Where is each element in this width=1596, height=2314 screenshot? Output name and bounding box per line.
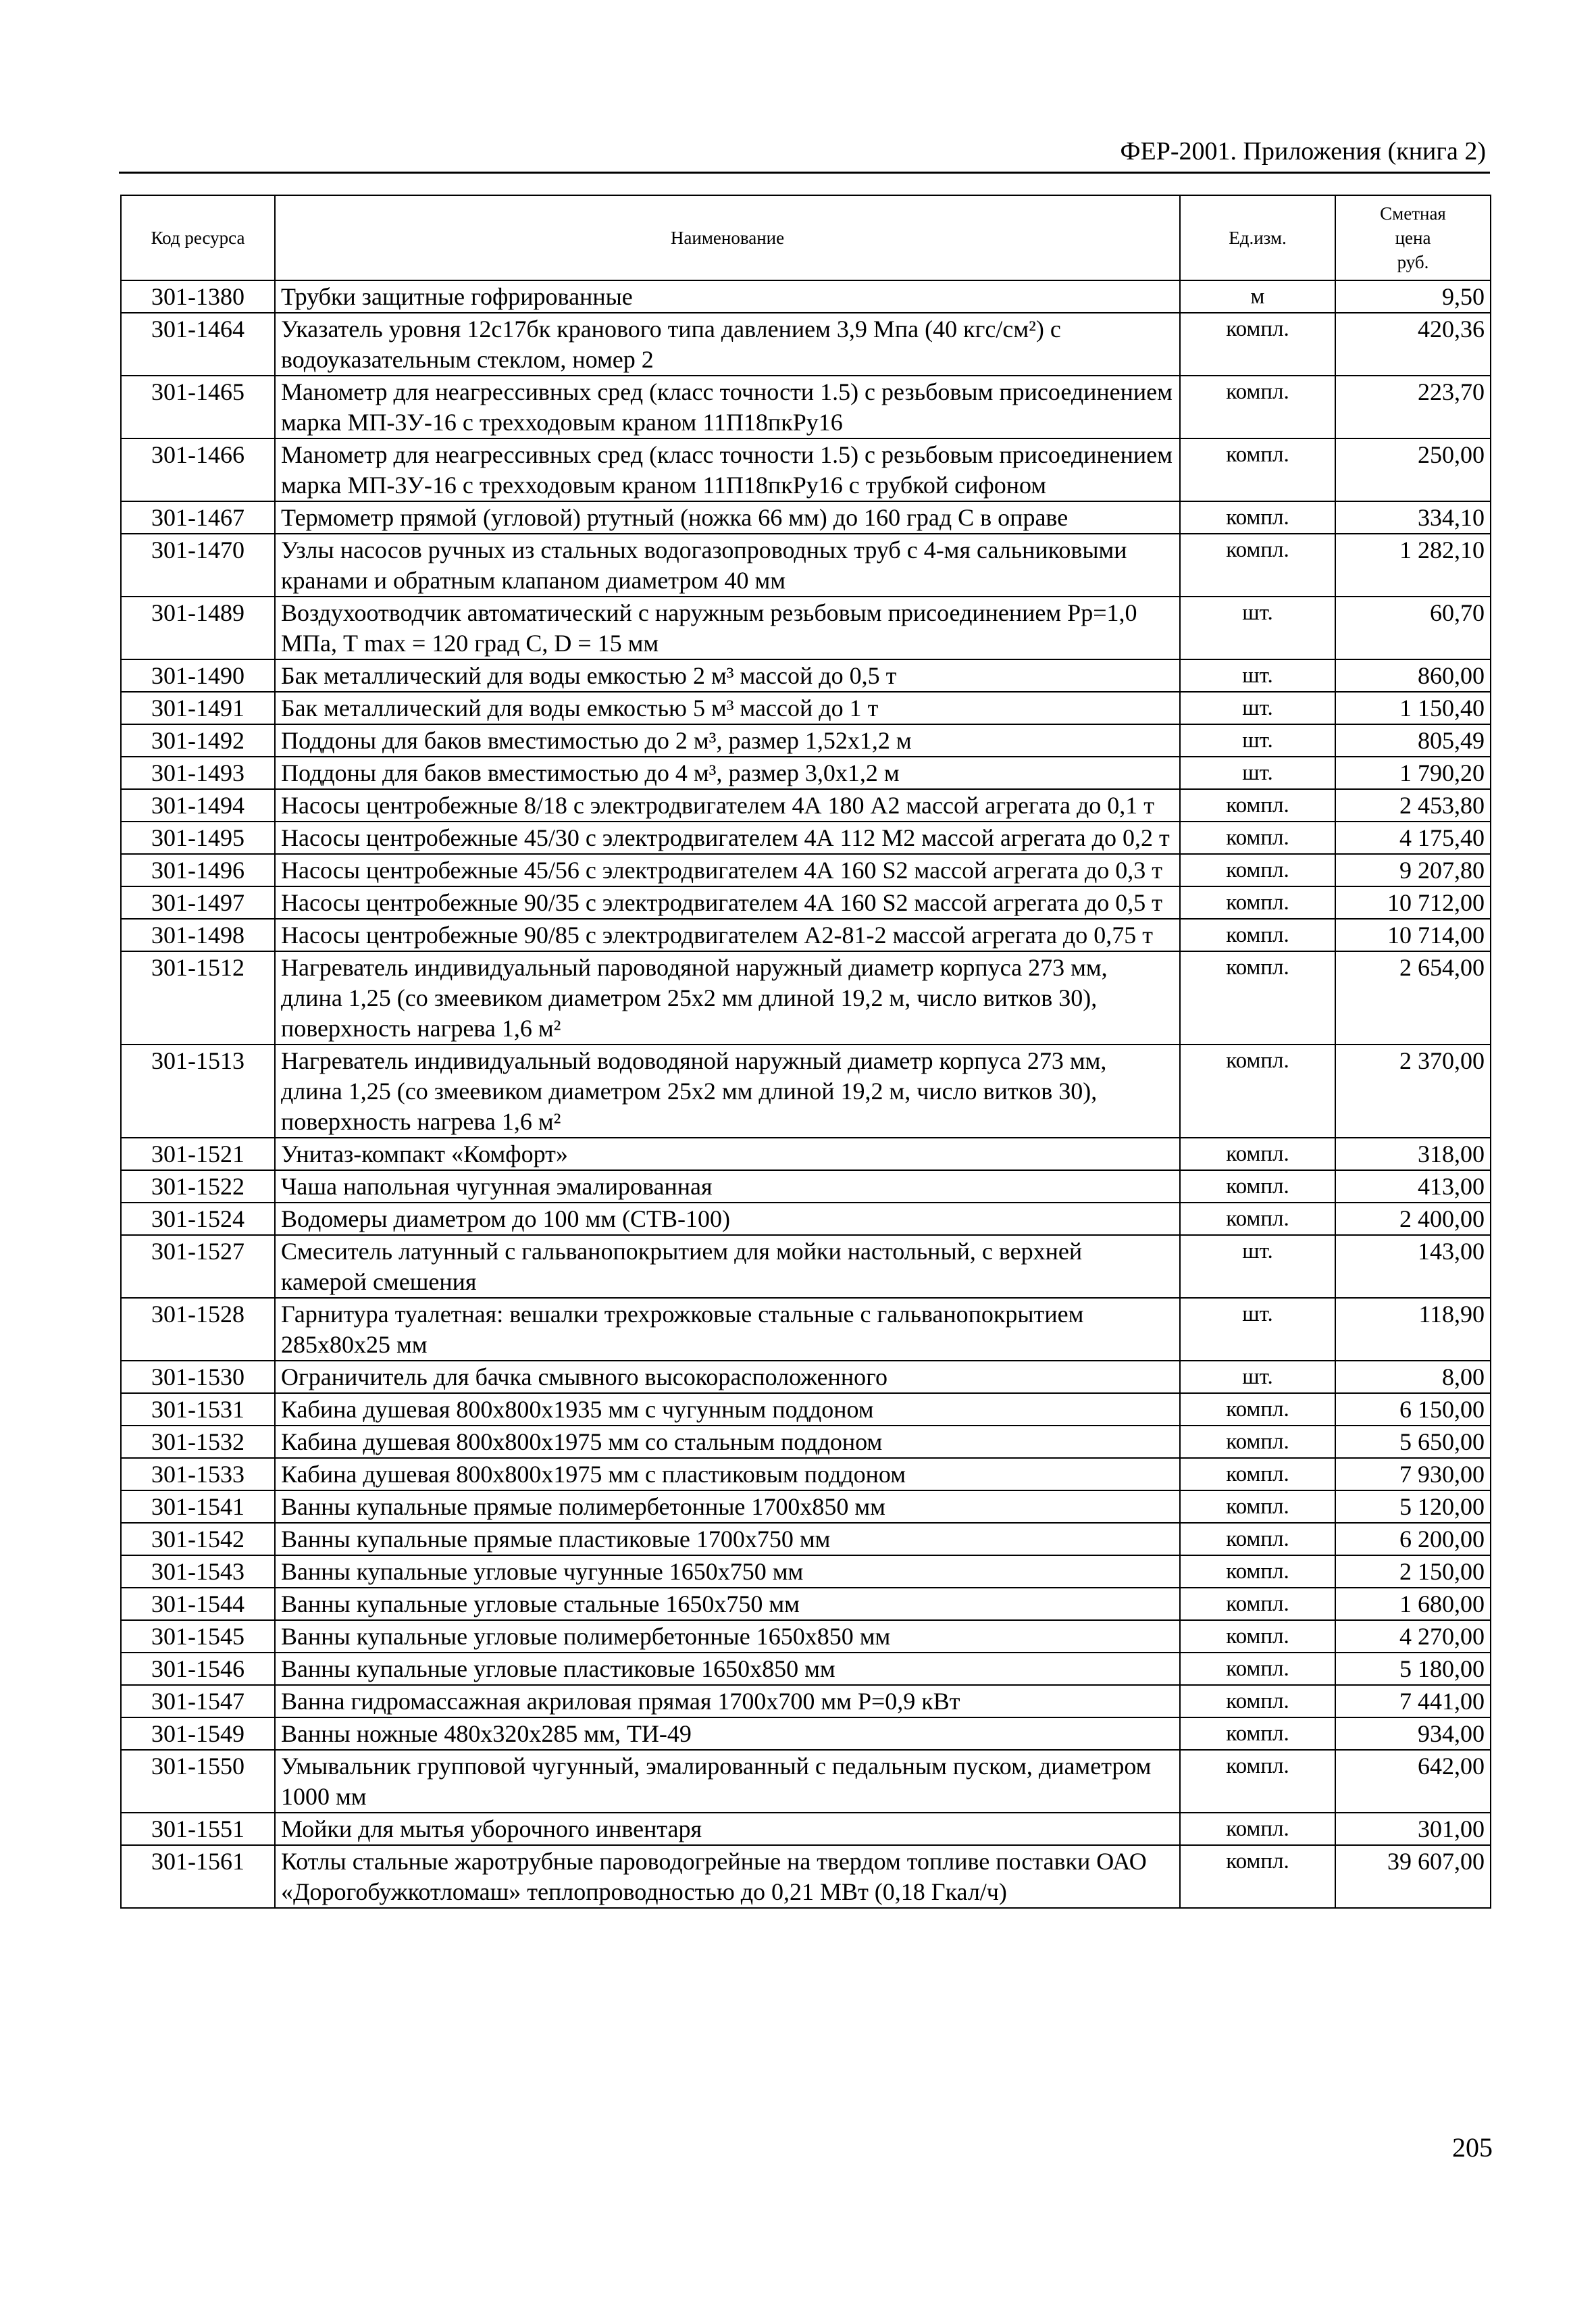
- unit-of-measure: компл.: [1180, 501, 1335, 534]
- resource-code: 301-1549: [121, 1717, 275, 1750]
- estimated-price: 2 654,00: [1335, 951, 1491, 1045]
- resource-code: 301-1547: [121, 1685, 275, 1717]
- estimated-price: 1 282,10: [1335, 534, 1491, 597]
- estimated-price: 805,49: [1335, 724, 1491, 757]
- table-row: [121, 1653, 1491, 1685]
- unit-of-measure: компл.: [1180, 1458, 1335, 1490]
- resource-name: Унитаз-компакт «Комфорт»: [275, 1138, 1180, 1170]
- unit-of-measure: компл.: [1180, 1490, 1335, 1523]
- resource-code: 301-1467: [121, 501, 275, 534]
- estimated-price: 7 441,00: [1335, 1685, 1491, 1717]
- unit-of-measure: компл.: [1180, 789, 1335, 822]
- unit-of-measure: компл.: [1180, 1523, 1335, 1555]
- estimated-price: 5 180,00: [1335, 1653, 1491, 1685]
- unit-of-measure: компл.: [1180, 854, 1335, 886]
- resource-name: Ванны купальные прямые пластиковые 1700x750 мм: [275, 1523, 1180, 1555]
- estimated-price: 4 270,00: [1335, 1620, 1491, 1653]
- col-header-name: Наименование: [275, 195, 1180, 280]
- table-row: [121, 1170, 1491, 1203]
- resource-name: Нагреватель индивидуальный водоводяной наружный диаметр корпуса 273 мм, длина 1,25 (со змеевиком диаметром 25x2 мм длиной 19,2 м, число витков 30), поверхность нагрева 1,6 м²: [275, 1045, 1180, 1138]
- unit-of-measure: компл.: [1180, 1845, 1335, 1908]
- estimated-price: 9 207,80: [1335, 854, 1491, 886]
- resource-code: 301-1530: [121, 1361, 275, 1393]
- unit-of-measure: шт.: [1180, 597, 1335, 659]
- table-row: [121, 534, 1491, 597]
- table-row: [121, 280, 1491, 313]
- table-row: [121, 1717, 1491, 1750]
- resource-code: 301-1495: [121, 822, 275, 854]
- resource-name: Термометр прямой (угловой) ртутный (ножка 66 мм) до 160 град С в оправе: [275, 501, 1180, 534]
- resource-name: Манометр для неагрессивных сред (класс точности 1.5) с резьбовым присоединением марка МП-3У-16 с трехходовым краном 11П18пкРу16: [275, 376, 1180, 438]
- resource-name: Кабина душевая 800x800x1975 мм со стальным поддоном: [275, 1426, 1180, 1458]
- estimated-price: 1 150,40: [1335, 692, 1491, 724]
- estimated-price: 223,70: [1335, 376, 1491, 438]
- estimated-price: 7 930,00: [1335, 1458, 1491, 1490]
- resource-name: Насосы центробежные 45/56 с электродвигателем 4А 160 S2 массой агрегата до 0,3 т: [275, 854, 1180, 886]
- unit-of-measure: шт.: [1180, 1361, 1335, 1393]
- col-header-price-line2: цена: [1395, 228, 1431, 248]
- resource-name: Ванны купальные угловые пластиковые 1650x850 мм: [275, 1653, 1180, 1685]
- unit-of-measure: компл.: [1180, 1045, 1335, 1138]
- table-row: [121, 1361, 1491, 1393]
- estimated-price: 39 607,00: [1335, 1845, 1491, 1908]
- estimated-price: 143,00: [1335, 1235, 1491, 1298]
- table-row: [121, 724, 1491, 757]
- col-header-price-line1: Сметная: [1380, 203, 1446, 224]
- unit-of-measure: компл.: [1180, 1750, 1335, 1813]
- page-number: 205: [1452, 2132, 1493, 2163]
- col-header-price-line3: руб.: [1397, 252, 1429, 272]
- table-body: [121, 280, 1491, 1908]
- unit-of-measure: компл.: [1180, 1393, 1335, 1426]
- resource-code: 301-1465: [121, 376, 275, 438]
- table-row: [121, 1523, 1491, 1555]
- resource-code: 301-1550: [121, 1750, 275, 1813]
- resource-code: 301-1521: [121, 1138, 275, 1170]
- unit-of-measure: компл.: [1180, 822, 1335, 854]
- table-row: [121, 313, 1491, 376]
- resource-name: Ограничитель для бачка смывного высокорасположенного: [275, 1361, 1180, 1393]
- table-row: [121, 951, 1491, 1045]
- running-title: ФЕР-2001. Приложения (книга 2): [1120, 137, 1486, 166]
- resource-code: 301-1513: [121, 1045, 275, 1138]
- unit-of-measure: компл.: [1180, 1426, 1335, 1458]
- estimated-price: 5 120,00: [1335, 1490, 1491, 1523]
- resource-code: 301-1546: [121, 1653, 275, 1685]
- estimated-price: 6 150,00: [1335, 1393, 1491, 1426]
- estimated-price: 1 680,00: [1335, 1588, 1491, 1620]
- resource-code: 301-1490: [121, 659, 275, 692]
- estimated-price: 934,00: [1335, 1717, 1491, 1750]
- unit-of-measure: шт.: [1180, 692, 1335, 724]
- unit-of-measure: компл.: [1180, 1653, 1335, 1685]
- table-row: [121, 1750, 1491, 1813]
- unit-of-measure: компл.: [1180, 313, 1335, 376]
- table-row: [121, 438, 1491, 501]
- estimated-price: 301,00: [1335, 1813, 1491, 1845]
- resource-name: Кабина душевая 800x800x1935 мм с чугунным поддоном: [275, 1393, 1180, 1426]
- resource-name: Воздухоотводчик автоматический с наружным резьбовым присоединением Рр=1,0 МПа, Т max = 120 град С, D = 15 мм: [275, 597, 1180, 659]
- resource-code: 301-1464: [121, 313, 275, 376]
- resource-name: Насосы центробежные 8/18 с электродвигателем 4А 180 А2 массой агрегата до 0,1 т: [275, 789, 1180, 822]
- resource-code: 301-1491: [121, 692, 275, 724]
- resource-name: Ванны купальные угловые чугунные 1650x750 мм: [275, 1555, 1180, 1588]
- resource-name: Ванны купальные угловые стальные 1650x750 мм: [275, 1588, 1180, 1620]
- table-row: [121, 1620, 1491, 1653]
- resource-code: 301-1466: [121, 438, 275, 501]
- unit-of-measure: компл.: [1180, 919, 1335, 951]
- resource-code: 301-1527: [121, 1235, 275, 1298]
- col-header-unit: Ед.изм.: [1180, 195, 1335, 280]
- table-row: [121, 1490, 1491, 1523]
- estimated-price: 118,90: [1335, 1298, 1491, 1361]
- estimated-price: 60,70: [1335, 597, 1491, 659]
- resource-name: Гарнитура туалетная: вешалки трехрожковые стальные с гальванопокрытием 285x80x25 мм: [275, 1298, 1180, 1361]
- estimated-price: 4 175,40: [1335, 822, 1491, 854]
- table-row: [121, 501, 1491, 534]
- resource-name: Смеситель латунный с гальванопокрытием для мойки настольный, с верхней камерой смешения: [275, 1235, 1180, 1298]
- table-row: [121, 1138, 1491, 1170]
- table-row: [121, 757, 1491, 789]
- resource-name: Поддоны для баков вместимостью до 2 м³, размер 1,52x1,2 м: [275, 724, 1180, 757]
- resource-price-table: [120, 195, 1491, 1909]
- resource-code: 301-1544: [121, 1588, 275, 1620]
- resource-code: 301-1489: [121, 597, 275, 659]
- resource-name: Манометр для неагрессивных сред (класс точности 1.5) с резьбовым присоединением марка МП-3У-16 с трехходовым краном 11П18пкРу16 с трубкой сифоном: [275, 438, 1180, 501]
- resource-code: 301-1543: [121, 1555, 275, 1588]
- unit-of-measure: шт.: [1180, 1298, 1335, 1361]
- resource-code: 301-1470: [121, 534, 275, 597]
- resource-code: 301-1496: [121, 854, 275, 886]
- resource-code: 301-1512: [121, 951, 275, 1045]
- resource-code: 301-1493: [121, 757, 275, 789]
- table-row: [121, 822, 1491, 854]
- resource-code: 301-1492: [121, 724, 275, 757]
- table-row: [121, 789, 1491, 822]
- resource-name: Ванны купальные угловые полимербетонные 1650x850 мм: [275, 1620, 1180, 1653]
- col-header-price: [1335, 195, 1491, 280]
- resource-code: 301-1528: [121, 1298, 275, 1361]
- unit-of-measure: компл.: [1180, 376, 1335, 438]
- table-row: [121, 1045, 1491, 1138]
- estimated-price: 860,00: [1335, 659, 1491, 692]
- unit-of-measure: компл.: [1180, 1203, 1335, 1235]
- resource-code: 301-1498: [121, 919, 275, 951]
- estimated-price: 420,36: [1335, 313, 1491, 376]
- unit-of-measure: шт.: [1180, 1235, 1335, 1298]
- estimated-price: 642,00: [1335, 1750, 1491, 1813]
- estimated-price: 10 712,00: [1335, 886, 1491, 919]
- table-row: [121, 1685, 1491, 1717]
- unit-of-measure: компл.: [1180, 1170, 1335, 1203]
- resource-name: Указатель уровня 12с17бк кранового типа давлением 3,9 Мпа (40 кгс/см²) с водоуказательным стеклом, номер 2: [275, 313, 1180, 376]
- resource-name: Насосы центробежные 90/35 с электродвигателем 4А 160 S2 массой агрегата до 0,5 т: [275, 886, 1180, 919]
- unit-of-measure: компл.: [1180, 1685, 1335, 1717]
- unit-of-measure: компл.: [1180, 1620, 1335, 1653]
- resource-code: 301-1545: [121, 1620, 275, 1653]
- table-row: [121, 854, 1491, 886]
- resource-code: 301-1380: [121, 280, 275, 313]
- unit-of-measure: компл.: [1180, 1138, 1335, 1170]
- table-row: [121, 1555, 1491, 1588]
- estimated-price: 2 370,00: [1335, 1045, 1491, 1138]
- resource-code: 301-1542: [121, 1523, 275, 1555]
- resource-name: Ванны купальные прямые полимербетонные 1700x850 мм: [275, 1490, 1180, 1523]
- table-row: [121, 1298, 1491, 1361]
- resource-name: Поддоны для баков вместимостью до 4 м³, размер 3,0x1,2 м: [275, 757, 1180, 789]
- table-row: [121, 1458, 1491, 1490]
- resource-code: 301-1494: [121, 789, 275, 822]
- table-row: [121, 1393, 1491, 1426]
- estimated-price: 334,10: [1335, 501, 1491, 534]
- resource-name: Трубки защитные гофрированные: [275, 280, 1180, 313]
- resource-code: 301-1531: [121, 1393, 275, 1426]
- unit-of-measure: шт.: [1180, 659, 1335, 692]
- col-header-code: Код ресурса: [121, 195, 275, 280]
- unit-of-measure: компл.: [1180, 1588, 1335, 1620]
- estimated-price: 8,00: [1335, 1361, 1491, 1393]
- table-row: [121, 692, 1491, 724]
- resource-code: 301-1522: [121, 1170, 275, 1203]
- table-row: [121, 1845, 1491, 1908]
- resource-name: Котлы стальные жаротрубные пароводогрейные на твердом топливе поставки ОАО «Дорогобужкотломаш» теплопроводностью до 0,21 МВт (0,18 Гкал/ч): [275, 1845, 1180, 1908]
- resource-name: Бак металлический для воды емкостью 5 м³ массой до 1 т: [275, 692, 1180, 724]
- resource-name: Насосы центробежные 45/30 с электродвигателем 4А 112 М2 массой агрегата до 0,2 т: [275, 822, 1180, 854]
- estimated-price: 413,00: [1335, 1170, 1491, 1203]
- resource-code: 301-1524: [121, 1203, 275, 1235]
- resource-name: Нагреватель индивидуальный пароводяной наружный диаметр корпуса 273 мм, длина 1,25 (со змеевиком диаметром 25x2 мм длиной 19,2 м, число витков 30), поверхность нагрева 1,6 м²: [275, 951, 1180, 1045]
- unit-of-measure: компл.: [1180, 438, 1335, 501]
- unit-of-measure: компл.: [1180, 951, 1335, 1045]
- unit-of-measure: компл.: [1180, 886, 1335, 919]
- resource-name: Ванны ножные 480x320x285 мм, ТИ-49: [275, 1717, 1180, 1750]
- resource-name: Водомеры диаметром до 100 мм (СТВ-100): [275, 1203, 1180, 1235]
- unit-of-measure: компл.: [1180, 534, 1335, 597]
- estimated-price: 318,00: [1335, 1138, 1491, 1170]
- estimated-price: 2 150,00: [1335, 1555, 1491, 1588]
- estimated-price: 1 790,20: [1335, 757, 1491, 789]
- table-row: [121, 597, 1491, 659]
- table-header-row: [121, 195, 1491, 280]
- unit-of-measure: компл.: [1180, 1555, 1335, 1588]
- table-row: [121, 919, 1491, 951]
- resource-name: Узлы насосов ручных из стальных водогазопроводных труб с 4-мя сальниковыми кранами и обратным клапаном диаметром 40 мм: [275, 534, 1180, 597]
- resource-name: Мойки для мытья уборочного инвентаря: [275, 1813, 1180, 1845]
- unit-of-measure: компл.: [1180, 1813, 1335, 1845]
- resource-code: 301-1541: [121, 1490, 275, 1523]
- table-row: [121, 1813, 1491, 1845]
- table-row: [121, 1426, 1491, 1458]
- unit-of-measure: компл.: [1180, 1717, 1335, 1750]
- estimated-price: 10 714,00: [1335, 919, 1491, 951]
- unit-of-measure: м: [1180, 280, 1335, 313]
- resource-name: Бак металлический для воды емкостью 2 м³ массой до 0,5 т: [275, 659, 1180, 692]
- table-row: [121, 659, 1491, 692]
- resource-code: 301-1551: [121, 1813, 275, 1845]
- table-row: [121, 376, 1491, 438]
- resource-code: 301-1497: [121, 886, 275, 919]
- unit-of-measure: шт.: [1180, 724, 1335, 757]
- table-row: [121, 1588, 1491, 1620]
- resource-name: Насосы центробежные 90/85 с электродвигателем А2-81-2 массой агрегата до 0,75 т: [275, 919, 1180, 951]
- estimated-price: 250,00: [1335, 438, 1491, 501]
- resource-code: 301-1533: [121, 1458, 275, 1490]
- estimated-price: 2 400,00: [1335, 1203, 1491, 1235]
- resource-code: 301-1532: [121, 1426, 275, 1458]
- estimated-price: 9,50: [1335, 280, 1491, 313]
- estimated-price: 6 200,00: [1335, 1523, 1491, 1555]
- estimated-price: 2 453,80: [1335, 789, 1491, 822]
- table-row: [121, 1203, 1491, 1235]
- resource-name: Чаша напольная чугунная эмалированная: [275, 1170, 1180, 1203]
- resource-name: Ванна гидромассажная акриловая прямая 1700x700 мм Р=0,9 кВт: [275, 1685, 1180, 1717]
- resource-name: Умывальник групповой чугунный, эмалированный с педальным пуском, диаметром 1000 мм: [275, 1750, 1180, 1813]
- table-row: [121, 886, 1491, 919]
- header-rule: [119, 172, 1490, 174]
- unit-of-measure: шт.: [1180, 757, 1335, 789]
- table-row: [121, 1235, 1491, 1298]
- resource-name: Кабина душевая 800x800x1975 мм с пластиковым поддоном: [275, 1458, 1180, 1490]
- estimated-price: 5 650,00: [1335, 1426, 1491, 1458]
- resource-code: 301-1561: [121, 1845, 275, 1908]
